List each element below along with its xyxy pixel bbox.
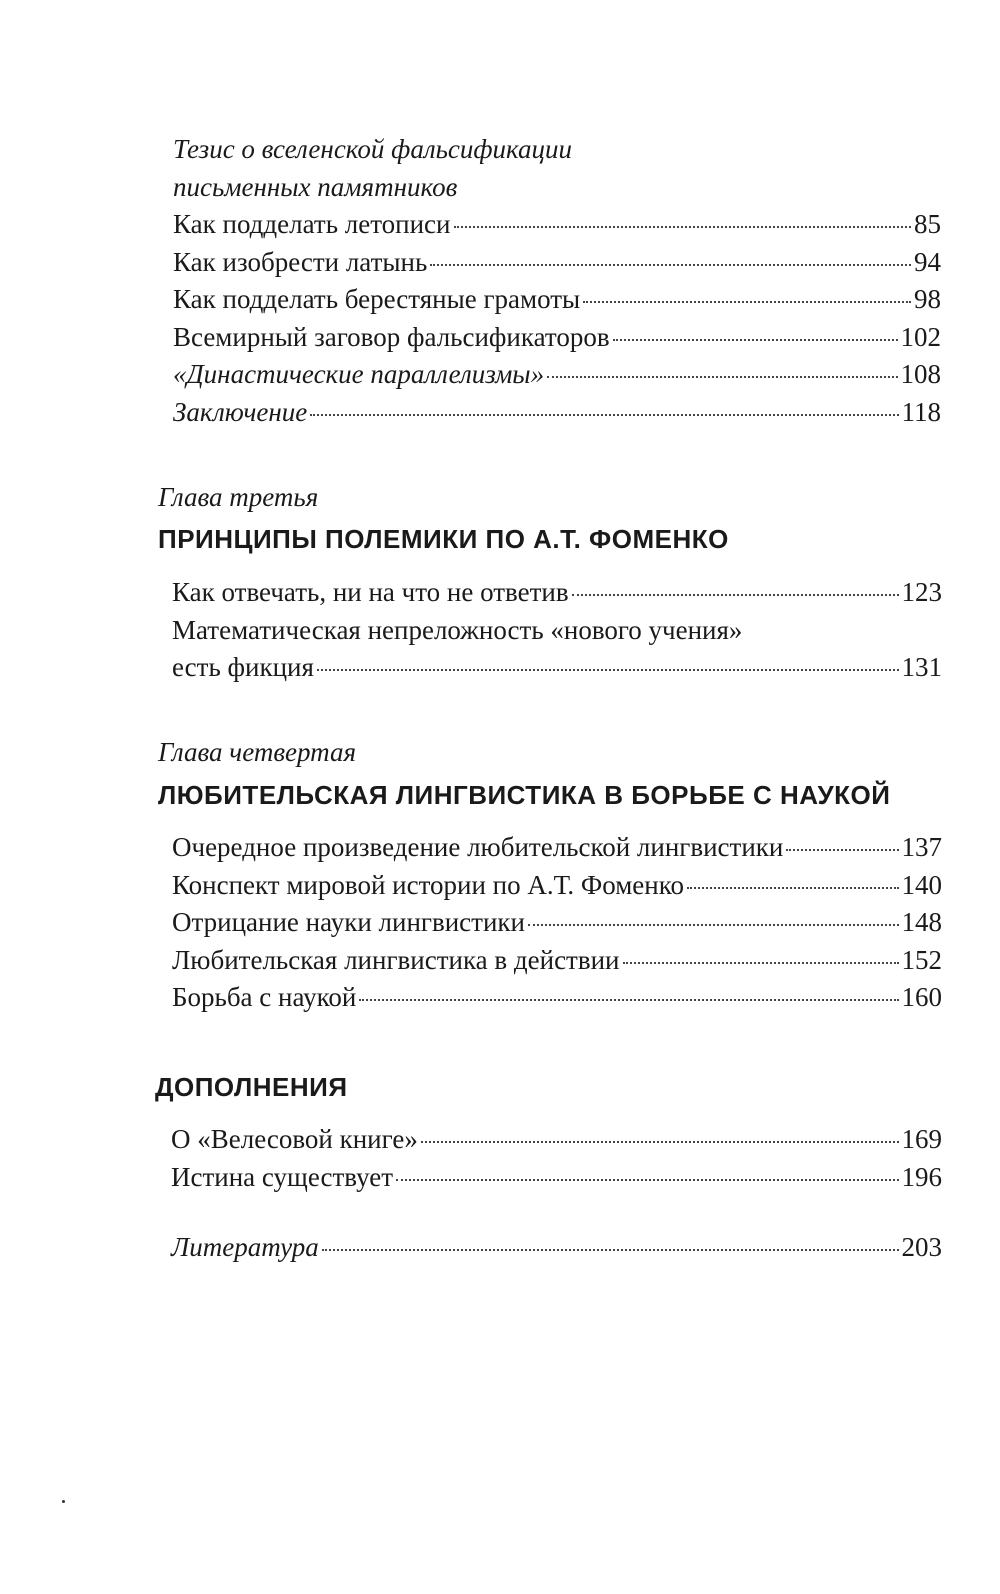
toc-entry[interactable] [171, 1229, 942, 1267]
toc-entry-title: Всемирный заговор фальсификаторов [173, 321, 610, 352]
toc-entry[interactable] [173, 244, 941, 282]
toc-entry[interactable] [172, 942, 942, 980]
toc-entry[interactable] [173, 281, 941, 319]
toc-entry-title: Отрицание науки лингвистики [172, 907, 525, 937]
dot-leader [623, 942, 899, 969]
toc-entry-title: Как отвечать, ни на что не ответив [172, 577, 569, 607]
section-subtitle-line-2: письменных памятников [173, 172, 458, 202]
toc-entry[interactable] [173, 319, 941, 357]
toc-entry[interactable] [173, 206, 941, 244]
appendix-heading: ДОПОЛНЕНИЯ [155, 1072, 348, 1102]
dot-leader [396, 1159, 898, 1186]
dot-leader [613, 319, 898, 346]
toc-entry-page: 123 [901, 577, 942, 607]
dot-leader [430, 244, 911, 271]
toc-entry-title: О «Велесовой книге» [171, 1124, 418, 1154]
toc-entry-title: есть фикция [172, 652, 314, 682]
dot-leader [547, 356, 897, 383]
toc-entry-title: Как подделать летописи [173, 209, 451, 239]
chapter-3-heading: ПРИНЦИПЫ ПОЛЕМИКИ ПО А.Т. ФОМЕНКО [158, 524, 729, 554]
toc-entry-title: Конспект мировой истории по А.Т. Фоменко [172, 869, 684, 900]
toc-entry-page: 131 [901, 652, 942, 682]
toc-entry-title: Как подделать берестяные грамоты [173, 284, 581, 314]
dot-leader [583, 281, 911, 308]
toc-entry-page: 203 [901, 1232, 942, 1262]
dot-leader [687, 867, 899, 894]
toc-entry-page: 169 [901, 1124, 942, 1154]
toc-entry[interactable] [172, 574, 942, 612]
toc-entry-page: 152 [901, 944, 942, 975]
toc-entry-page: 137 [901, 832, 942, 862]
toc-entry[interactable] [172, 829, 942, 867]
dot-leader [786, 829, 898, 856]
toc-section-literature [171, 1229, 942, 1267]
chapter-3-label: Глава третья [158, 482, 319, 512]
toc-entry-title: Как изобрести латынь [173, 246, 428, 277]
dot-leader [528, 904, 899, 931]
toc-entry[interactable] [171, 1159, 942, 1197]
toc-section-chapter-4 [172, 829, 942, 1017]
toc-entry-title: Любительская лингвистика в действии [172, 944, 620, 975]
chapter-4-heading: ЛЮБИТЕЛЬСКАЯ ЛИНГВИСТИКА В БОРЬБЕ С НАУКОЙ [158, 780, 891, 810]
toc-entry-page: 94 [914, 246, 941, 277]
toc-entry-page: 118 [901, 396, 941, 427]
toc-entry-page: 102 [900, 321, 941, 352]
toc-entry-page: 196 [901, 1161, 942, 1192]
toc-entry[interactable] [172, 867, 942, 905]
toc-entry-page: 85 [914, 209, 941, 239]
dot-leader [421, 1121, 899, 1148]
toc-entry-page: 98 [914, 284, 941, 314]
toc-section-falsification [173, 130, 941, 431]
toc-entry-page: 140 [901, 869, 942, 900]
dot-leader [359, 979, 898, 1006]
dot-leader [317, 649, 899, 676]
section-subtitle-line-1: Тезис о вселенской фальсификации [173, 134, 572, 164]
dot-leader [322, 1229, 899, 1256]
toc-entry-title: Истина существует [171, 1161, 394, 1192]
toc-entry-page: 148 [901, 907, 942, 937]
dot-leader [310, 394, 898, 421]
toc-entry-page: 160 [901, 982, 942, 1012]
toc-entry-title: Литература [171, 1232, 319, 1262]
toc-entry[interactable] [171, 1121, 942, 1159]
toc-entry[interactable] [173, 356, 941, 394]
toc-entry[interactable] [172, 979, 942, 1017]
dot-leader [454, 206, 912, 233]
toc-entry[interactable] [173, 394, 941, 432]
dot-leader [572, 574, 899, 601]
print-speck [62, 1500, 65, 1503]
toc-entry[interactable] [172, 904, 942, 942]
toc-entry-title-line-1: Математическая непреложность «нового учения» [172, 614, 743, 645]
toc-entry-title: Заключение [173, 396, 308, 427]
toc-entry-title: Борьба с наукой [172, 982, 357, 1012]
toc-entry-page: 108 [900, 359, 941, 389]
toc-entry-title: «Династические параллелизмы» [173, 359, 545, 389]
toc-section-chapter-3 [172, 574, 942, 687]
toc-section-appendix [171, 1121, 942, 1196]
toc-entry[interactable] [172, 649, 942, 687]
toc-entry-title: Очередное произведение любительской лингвистики [172, 832, 784, 862]
chapter-4-label: Глава четвертая [158, 737, 357, 767]
